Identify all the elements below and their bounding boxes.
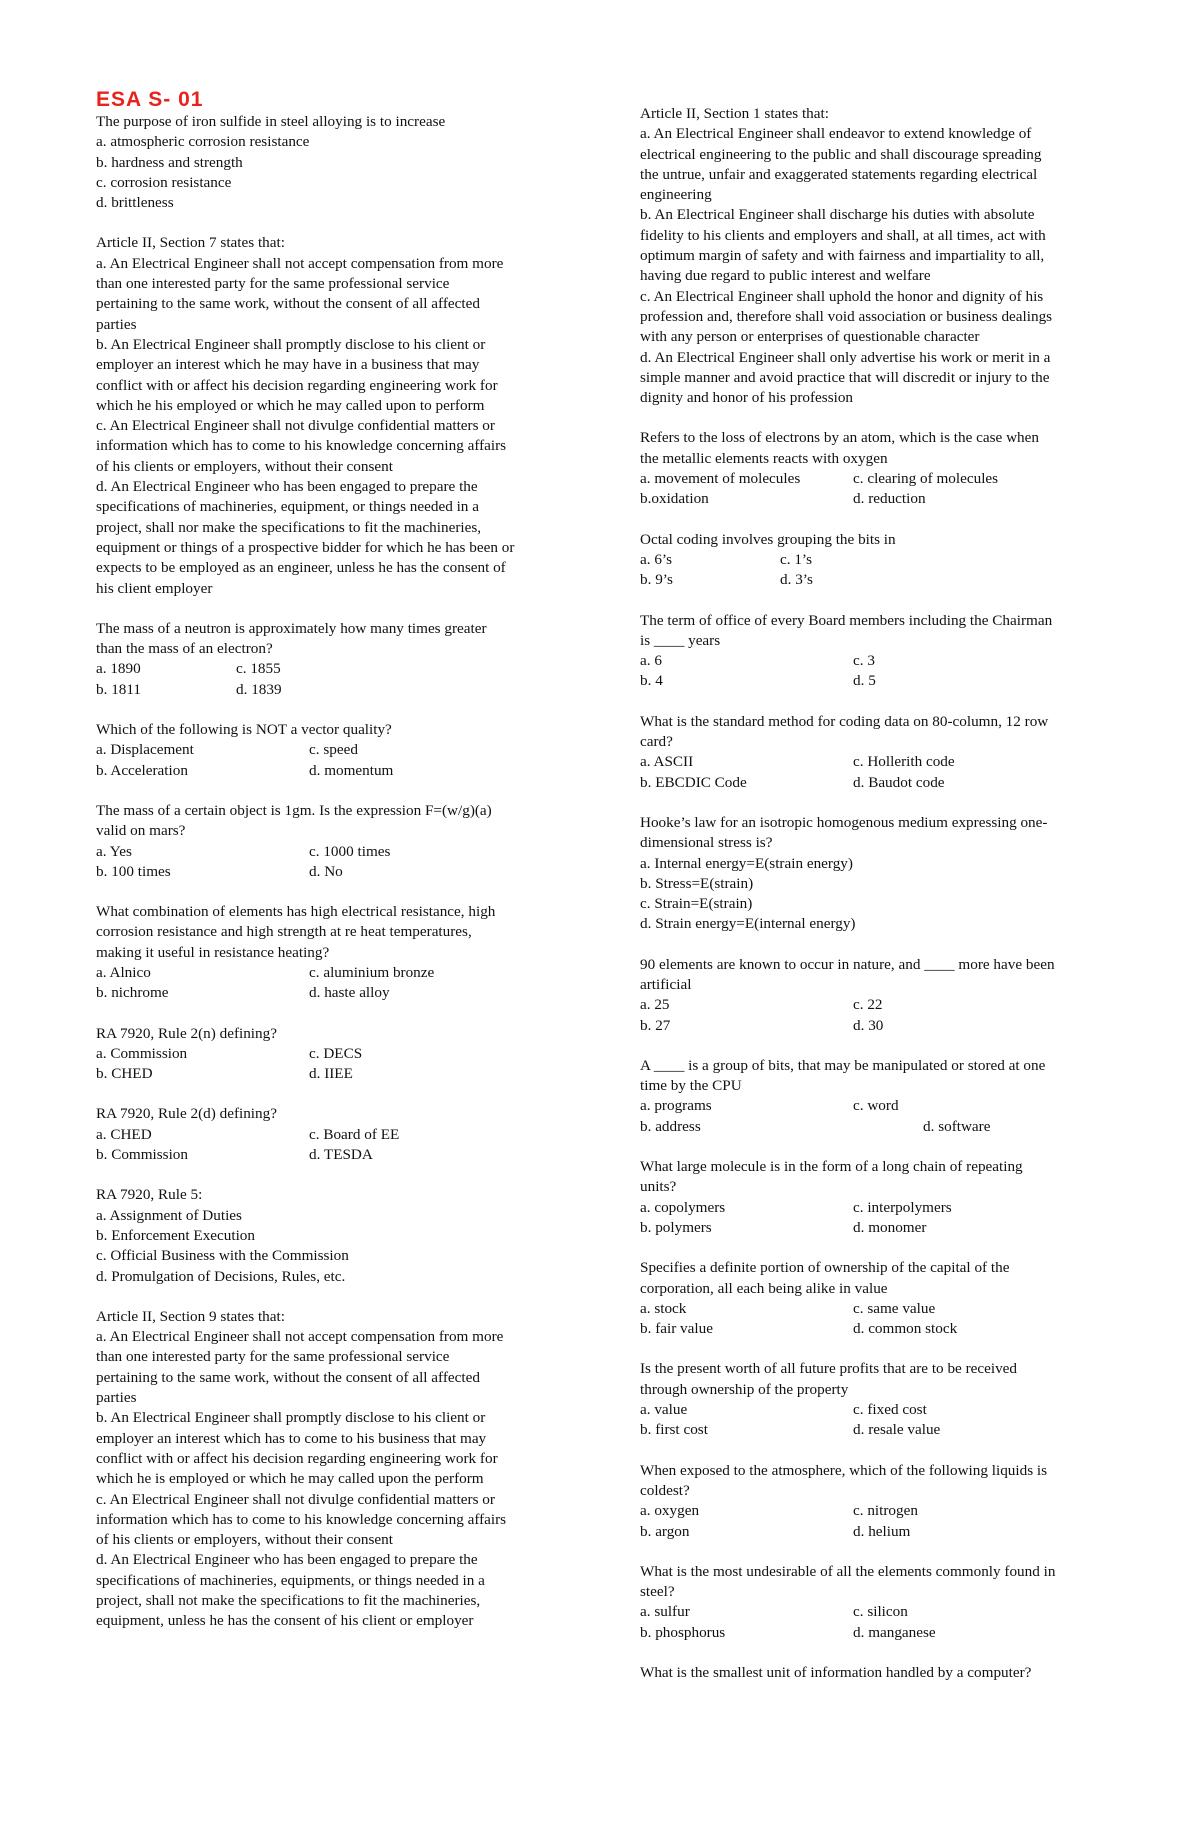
choice-row	[96, 1145, 596, 1165]
choice-row	[640, 1096, 1130, 1116]
answer-choice: a. programs	[640, 1097, 712, 1115]
question-line: a. An Electrical Engineer shall not accept compensation from more	[96, 254, 504, 272]
question-block	[96, 233, 596, 598]
choice-row	[640, 1299, 1130, 1319]
choice-row	[640, 752, 1130, 772]
answer-choice: b. Commission	[96, 1146, 188, 1164]
choice-row	[640, 1218, 1130, 1238]
answer-choice: a. Commission	[96, 1044, 188, 1062]
question-line: profession and, therefore shall void association or business dealings	[640, 307, 1053, 325]
question-block	[640, 611, 1130, 692]
question-line: coldest?	[640, 1481, 690, 1499]
choice-row	[640, 1198, 1130, 1218]
question-block	[96, 1024, 596, 1085]
choice-row	[640, 550, 1130, 570]
choice-row	[96, 680, 596, 700]
question-text: RA 7920, Rule 2(d) defining?	[96, 1105, 277, 1123]
choice-row	[640, 1501, 1130, 1521]
question-line: b. hardness and strength	[96, 153, 243, 171]
question-line: expects to be employed as an engineer, unless he has the consent of	[96, 559, 506, 577]
choice-row	[640, 570, 1130, 590]
question-text: Octal coding involves grouping the bits in	[640, 530, 896, 548]
question-line: b. An Electrical Engineer shall promptly disclose to his client or	[96, 335, 486, 353]
question-line: a. An Electrical Engineer shall not accept compensation from more	[96, 1328, 504, 1346]
question-line: is ____ years	[640, 631, 721, 649]
question-line: employer an interest which he may have in a business that may	[96, 356, 480, 374]
question-line: dignity and honor of his profession	[640, 389, 854, 407]
question-line: making it useful in resistance heating?	[96, 943, 330, 961]
question-block	[640, 1663, 1130, 1683]
answer-choice: b. Acceleration	[96, 761, 188, 779]
question-line: specifications of machineries, equipment, or things needed in a	[96, 498, 479, 516]
question-line: engineering	[640, 186, 712, 204]
question-line: units?	[640, 1178, 677, 1196]
answer-choice: d. monomer	[853, 1218, 927, 1236]
answer-choice: b. phosphorus	[640, 1623, 726, 1641]
question-line: c. An Electrical Engineer shall not divulge confidential matters or	[96, 417, 495, 435]
question-line: employer an interest which has to come to his business that may	[96, 1429, 487, 1447]
question-line: his client employer	[96, 579, 213, 597]
question-text: The term of office of every Board members including the Chairman	[640, 611, 1053, 629]
choice-row	[640, 1117, 1130, 1137]
answer-choice: b. address	[640, 1117, 701, 1135]
answer-choice: b. 9’s	[640, 571, 673, 589]
choice-row	[640, 469, 1130, 489]
answer-choice: c. clearing of molecules	[853, 470, 999, 488]
answer-choice: d. TESDA	[309, 1146, 373, 1164]
question-block	[96, 720, 596, 781]
answer-choice: c. aluminium bronze	[309, 963, 435, 981]
choice-row	[96, 659, 596, 679]
choice-row	[96, 740, 596, 760]
question-line: through ownership of the property	[640, 1380, 849, 1398]
answer-choice: b. 1811	[96, 680, 141, 698]
question-line: valid on mars?	[96, 822, 186, 840]
question-text: Article II, Section 1 states that:	[640, 105, 829, 122]
answer-choice: b. nichrome	[96, 984, 169, 1002]
question-text: What is the standard method for coding data on 80-column, 12 row	[640, 712, 1049, 730]
question-line: pertaining to the same work, without the consent of all affected	[96, 295, 480, 313]
question-line: d. An Electrical Engineer shall only advertise his work or merit in a	[640, 348, 1051, 366]
question-block	[96, 1185, 596, 1286]
question-line: b. Stress=E(strain)	[640, 874, 754, 892]
question-line: b. An Electrical Engineer shall promptly disclose to his client or	[96, 1409, 486, 1427]
question-block	[640, 813, 1130, 935]
question-line: card?	[640, 733, 673, 751]
answer-choice: a. copolymers	[640, 1198, 726, 1216]
question-line: c. An Electrical Engineer shall not divulge confidential matters or	[96, 1490, 495, 1508]
choice-row	[96, 1125, 596, 1145]
question-line: information which has to come to his knowledge concerning affairs	[96, 437, 507, 455]
answer-choice: d. 1839	[236, 680, 282, 698]
answer-choice: d. common stock	[853, 1320, 958, 1338]
answer-choice: a. Yes	[96, 842, 132, 860]
answer-choice: a. 6’s	[640, 550, 673, 568]
question-text: Specifies a definite portion of ownership of the capital of the	[640, 1259, 1010, 1277]
question-block	[640, 104, 1130, 408]
answer-choice: c. 1000 times	[309, 842, 391, 860]
question-line: project, shall nor make the specifications to fit the machineries,	[96, 518, 482, 536]
question-text: Article II, Section 7 states that:	[96, 234, 285, 252]
question-block	[96, 1104, 596, 1165]
choice-row	[640, 1400, 1130, 1420]
answer-choice: a. Displacement	[96, 741, 194, 759]
answer-choice: c. Board of EE	[309, 1125, 400, 1143]
question-line: c. Official Business with the Commission	[96, 1247, 349, 1265]
question-line: information which has to come to his knowledge concerning affairs	[96, 1510, 507, 1528]
question-line: a. An Electrical Engineer shall endeavor to extend knowledge of	[640, 125, 1032, 143]
answer-choice: d. resale value	[853, 1421, 941, 1439]
choice-row	[640, 995, 1130, 1015]
answer-choice: a. Alnico	[96, 963, 151, 981]
answer-choice: d. manganese	[853, 1623, 936, 1641]
question-line: which he is employed or which he may called upon the perform	[96, 1470, 484, 1488]
answer-choice: c. same value	[853, 1299, 936, 1317]
choice-row	[96, 1044, 596, 1064]
question-line: pertaining to the same work, without the consent of all affected	[96, 1368, 480, 1386]
answer-choice: b. argon	[640, 1522, 690, 1540]
choice-row	[640, 1623, 1130, 1643]
answer-choice: c. nitrogen	[853, 1502, 918, 1520]
choice-row	[96, 963, 596, 983]
question-text: The purpose of iron sulfide in steel alloying is to increase	[96, 113, 446, 130]
answer-choice: b.oxidation	[640, 490, 709, 508]
answer-choice: d. software	[923, 1117, 991, 1135]
question-block	[96, 1307, 596, 1632]
answer-choice: a. ASCII	[640, 753, 694, 771]
question-text: The mass of a neutron is approximately how many times greater	[96, 619, 487, 637]
answer-choice: a. 6	[640, 652, 662, 670]
question-text: What is the smallest unit of information handled by a computer?	[640, 1664, 1032, 1681]
question-line: c. An Electrical Engineer shall uphold the honor and dignity of his	[640, 287, 1044, 305]
question-text: Article II, Section 9 states that:	[96, 1307, 285, 1325]
question-text: Refers to the loss of electrons by an atom, which is the case when	[640, 429, 1039, 447]
right-column	[640, 104, 1130, 1703]
question-text: Hooke’s law for an isotropic homogenous medium expressing one-	[640, 813, 1048, 831]
question-line: time by the CPU	[640, 1077, 742, 1095]
question-block	[640, 530, 1130, 591]
question-line: than one interested party for the same professional service	[96, 275, 450, 293]
question-line: d. An Electrical Engineer who has been engaged to prepare the	[96, 478, 478, 496]
answer-choice: c. 3	[853, 652, 875, 670]
question-block	[640, 712, 1130, 793]
answer-choice: b. polymers	[640, 1218, 712, 1236]
choice-row	[96, 842, 596, 862]
choice-row	[96, 862, 596, 882]
question-line: a. atmospheric corrosion resistance	[96, 133, 310, 151]
question-block	[96, 801, 596, 882]
answer-choice: d. 5	[853, 672, 876, 690]
question-line: specifications of machineries, equipments, or things needed in a	[96, 1571, 485, 1589]
question-text: When exposed to the atmosphere, which of the following liquids is	[640, 1461, 1048, 1479]
question-line: equipment or things of a prospective bidder for which he has been or	[96, 538, 515, 556]
question-block	[640, 1461, 1130, 1542]
choice-row	[640, 1522, 1130, 1542]
question-line: dimensional stress is?	[640, 834, 773, 852]
question-block	[640, 955, 1130, 1036]
question-line: parties	[96, 315, 137, 333]
question-line: the metallic elements reacts with oxygen	[640, 449, 888, 467]
question-text: What combination of elements has high electrical resistance, high	[96, 903, 496, 921]
answer-choice: b. 4	[640, 672, 663, 690]
question-text: A ____ is a group of bits, that may be manipulated or stored at one	[640, 1056, 1046, 1074]
question-line: c. Strain=E(strain)	[640, 895, 753, 913]
answer-choice: c. 1’s	[780, 550, 813, 568]
question-text: Which of the following is NOT a vector quality?	[96, 721, 392, 739]
answer-choice: b. CHED	[96, 1065, 153, 1083]
question-line: having due regard to public interest and welfare	[640, 267, 931, 285]
question-line: optimum margin of safety and with fairness and impartiality to all,	[640, 247, 1045, 265]
question-block	[96, 902, 596, 1003]
question-line: a. Assignment of Duties	[96, 1206, 242, 1224]
answer-choice: b. 100 times	[96, 862, 171, 880]
choice-row	[640, 1420, 1130, 1440]
choice-row	[640, 1602, 1130, 1622]
question-line: the untrue, unfair and exaggerated statements regarding electrical	[640, 165, 1038, 183]
choice-row	[640, 1016, 1130, 1036]
answer-choice: a. value	[640, 1401, 688, 1419]
answer-choice: d. haste alloy	[309, 984, 390, 1002]
choice-row	[96, 983, 596, 1003]
choice-row	[96, 1064, 596, 1084]
answer-choice: d. reduction	[853, 490, 926, 508]
question-line: simple manner and avoid practice that will discredit or injury to the	[640, 368, 1050, 386]
question-line: steel?	[640, 1583, 675, 1601]
answer-choice: c. fixed cost	[853, 1401, 927, 1419]
question-line: equipment, unless he has the consent of his client or employer	[96, 1612, 474, 1630]
question-line: electrical engineering to the public and shall discourage spreading	[640, 145, 1042, 163]
answer-choice: c. 22	[853, 996, 883, 1014]
question-line: d. brittleness	[96, 194, 174, 212]
answer-choice: d. IIEE	[309, 1065, 353, 1083]
question-block	[96, 619, 596, 700]
answer-choice: c. interpolymers	[853, 1198, 952, 1216]
question-block	[640, 1562, 1130, 1643]
question-text: RA 7920, Rule 2(n) defining?	[96, 1024, 277, 1042]
answer-choice: d. 30	[853, 1016, 884, 1034]
question-line: of his clients or employers, without their consent	[96, 457, 393, 475]
answer-choice: a. stock	[640, 1299, 687, 1317]
page-title: ESA S- 01	[96, 88, 204, 111]
question-text: 90 elements are known to occur in nature, and ____ more have been	[640, 955, 1055, 973]
answer-choice: b. fair value	[640, 1320, 713, 1338]
question-line: project, shall not make the specifications to fit the machineries,	[96, 1592, 481, 1609]
question-block	[640, 1056, 1130, 1137]
answer-choice: a. movement of molecules	[640, 470, 801, 488]
question-line: which he his employed or which he may called upon to perform	[96, 396, 485, 414]
question-block	[640, 428, 1130, 509]
question-line: than one interested party for the same professional service	[96, 1348, 450, 1366]
answer-choice: b. EBCDIC Code	[640, 773, 747, 791]
question-line: d. Promulgation of Decisions, Rules, etc.	[96, 1267, 346, 1285]
question-text: The mass of a certain object is 1gm. Is the expression F=(w/g)(a)	[96, 801, 492, 819]
question-line: than the mass of an electron?	[96, 640, 273, 658]
question-line: corrosion resistance and high strength at re heat temperatures,	[96, 923, 472, 941]
answer-choice: c. speed	[309, 741, 358, 759]
answer-choice: c. Hollerith code	[853, 753, 955, 771]
answer-choice: a. oxygen	[640, 1502, 700, 1520]
choice-row	[640, 1319, 1130, 1339]
answer-choice: a. CHED	[96, 1125, 152, 1143]
answer-choice: d. 3’s	[780, 571, 813, 589]
choice-row	[96, 761, 596, 781]
answer-choice: c. DECS	[309, 1044, 363, 1062]
question-line: b. Enforcement Execution	[96, 1226, 255, 1244]
answer-choice: c. 1855	[236, 660, 281, 678]
choice-row	[640, 671, 1130, 691]
answer-choice: b. 27	[640, 1016, 671, 1034]
question-block	[640, 1157, 1130, 1238]
answer-choice: d. No	[309, 862, 343, 880]
choice-row	[640, 773, 1130, 793]
question-line: corporation, all each being alike in value	[640, 1279, 888, 1297]
choice-row	[640, 489, 1130, 509]
question-line: of his clients or employers, without their consent	[96, 1531, 393, 1549]
question-line: fidelity to his clients and employers and shall, at all times, act with	[640, 226, 1046, 244]
question-block	[640, 1359, 1130, 1440]
answer-choice: c. silicon	[853, 1603, 908, 1621]
answer-choice: b. first cost	[640, 1421, 708, 1439]
answer-choice: a. sulfur	[640, 1603, 690, 1621]
answer-choice: a. 1890	[96, 660, 141, 678]
question-text: Is the present worth of all future profits that are to be received	[640, 1360, 1018, 1378]
answer-choice: d. momentum	[309, 761, 394, 779]
question-block	[640, 1258, 1130, 1339]
answer-choice: d. Baudot code	[853, 773, 945, 791]
question-text: What large molecule is in the form of a long chain of repeating	[640, 1158, 1023, 1176]
question-text: RA 7920, Rule 5:	[96, 1186, 203, 1204]
question-line: a. Internal energy=E(strain energy)	[640, 854, 853, 872]
question-line: d. Strain energy=E(internal energy)	[640, 915, 856, 933]
left-column	[96, 88, 596, 1652]
question-line: d. An Electrical Engineer who has been engaged to prepare the	[96, 1551, 478, 1569]
answer-choice: a. 25	[640, 996, 670, 1014]
question-line: parties	[96, 1389, 137, 1407]
question-text: What is the most undesirable of all the elements commonly found in	[640, 1562, 1056, 1580]
answer-choice: d. helium	[853, 1522, 911, 1540]
question-line: conflict with or affect his decision regarding engineering work for	[96, 376, 498, 394]
question-block	[96, 112, 596, 213]
question-line: with any person or enterprises of questionable character	[640, 328, 980, 346]
answer-choice: c. word	[853, 1097, 899, 1115]
choice-row	[640, 651, 1130, 671]
question-line: c. corrosion resistance	[96, 173, 232, 191]
question-line: artificial	[640, 975, 692, 993]
question-line: b. An Electrical Engineer shall discharge his duties with absolute	[640, 206, 1035, 224]
question-line: conflict with or affect his decision regarding engineering work for	[96, 1449, 498, 1467]
